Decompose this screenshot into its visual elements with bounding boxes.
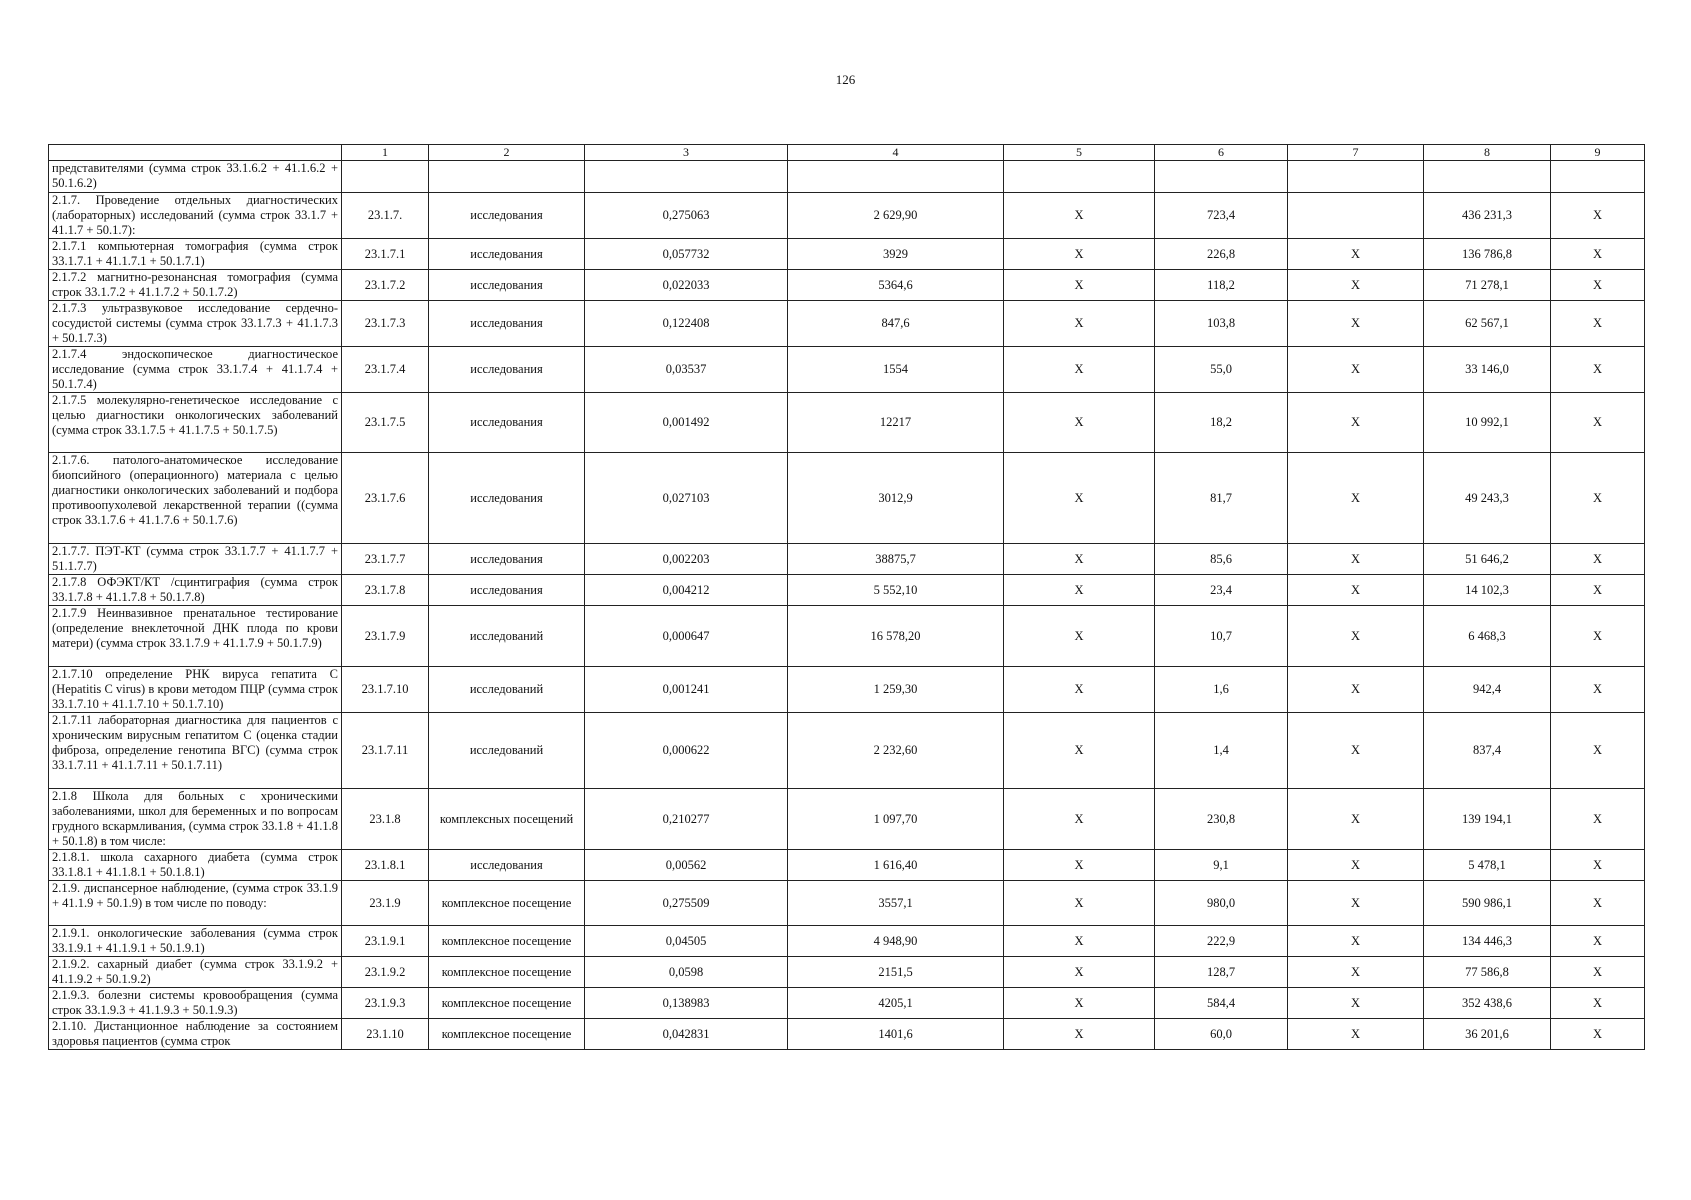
cell-col-7: X xyxy=(1288,667,1424,713)
cell-col-2: исследований xyxy=(429,606,585,667)
cell-col-4: 12217 xyxy=(788,393,1004,453)
cell-col-7 xyxy=(1288,161,1424,193)
cell-col-2: комплексное посещение xyxy=(429,957,585,988)
cell-col-9: X xyxy=(1551,347,1645,393)
cell-col-2: комплексное посещение xyxy=(429,926,585,957)
cell-col-3: 0,000622 xyxy=(585,713,788,789)
cell-col-4 xyxy=(788,161,1004,193)
cell-col-5: X xyxy=(1004,606,1155,667)
row-description: 2.1.7.11 лабораторная диагностика для пациентов с хроническим вирусным гепатитом С (оценка стадии фиброза, определение генотипа ВГС) (сумма строк 33.1.7.11 + 41.1.7.11 + 50.1.7.11) xyxy=(49,713,342,789)
cell-col-2: исследования xyxy=(429,544,585,575)
cell-col-7: X xyxy=(1288,957,1424,988)
cell-col-6: 222,9 xyxy=(1155,926,1288,957)
cell-col-9: X xyxy=(1551,270,1645,301)
cell-col-1: 23.1.8 xyxy=(342,789,429,850)
cell-col-4: 5364,6 xyxy=(788,270,1004,301)
cell-col-4: 1554 xyxy=(788,347,1004,393)
cell-col-7: X xyxy=(1288,575,1424,606)
cell-col-8: 942,4 xyxy=(1424,667,1551,713)
cell-col-5: X xyxy=(1004,881,1155,926)
cell-col-6: 85,6 xyxy=(1155,544,1288,575)
table-row xyxy=(49,544,1645,575)
table-row xyxy=(49,606,1645,667)
cell-col-3: 0,00562 xyxy=(585,850,788,881)
cell-col-7: X xyxy=(1288,926,1424,957)
table-row xyxy=(49,926,1645,957)
cell-col-7: X xyxy=(1288,988,1424,1019)
cell-col-7: X xyxy=(1288,789,1424,850)
cell-col-6: 9,1 xyxy=(1155,850,1288,881)
cell-col-3: 0,03537 xyxy=(585,347,788,393)
cell-col-7 xyxy=(1288,193,1424,239)
column-header: 2 xyxy=(429,145,585,161)
column-header: 9 xyxy=(1551,145,1645,161)
cell-col-8: 51 646,2 xyxy=(1424,544,1551,575)
row-description: 2.1.9.3. болезни системы кровообращения (сумма строк 33.1.9.3 + 41.1.9.3 + 50.1.9.3) xyxy=(49,988,342,1019)
cell-col-6: 18,2 xyxy=(1155,393,1288,453)
cell-col-4: 16 578,20 xyxy=(788,606,1004,667)
cell-col-5: X xyxy=(1004,1019,1155,1050)
cell-col-4: 2 629,90 xyxy=(788,193,1004,239)
table-body xyxy=(49,161,1645,1050)
cell-col-7: X xyxy=(1288,239,1424,270)
cell-col-3: 0,122408 xyxy=(585,301,788,347)
cell-col-6: 55,0 xyxy=(1155,347,1288,393)
cell-col-6: 118,2 xyxy=(1155,270,1288,301)
cell-col-4: 1 259,30 xyxy=(788,667,1004,713)
cell-col-3: 0,057732 xyxy=(585,239,788,270)
data-table xyxy=(48,144,1645,1050)
cell-col-8: 352 438,6 xyxy=(1424,988,1551,1019)
cell-col-4: 1 097,70 xyxy=(788,789,1004,850)
cell-col-2: комплексное посещение xyxy=(429,1019,585,1050)
cell-col-4: 847,6 xyxy=(788,301,1004,347)
cell-col-8: 134 446,3 xyxy=(1424,926,1551,957)
cell-col-8: 49 243,3 xyxy=(1424,453,1551,544)
cell-col-7: X xyxy=(1288,606,1424,667)
row-description: 2.1.7.1 компьютерная томография (сумма строк 33.1.7.1 + 41.1.7.1 + 50.1.7.1) xyxy=(49,239,342,270)
column-number-row xyxy=(49,145,1645,161)
cell-col-1: 23.1.7. xyxy=(342,193,429,239)
cell-col-4: 38875,7 xyxy=(788,544,1004,575)
cell-col-3: 0,275063 xyxy=(585,193,788,239)
row-description: 2.1.7.9 Неинвазивное пренатальное тестирование (определение внеклеточной ДНК плода по крови матери) (сумма строк 33.1.7.9 + 41.1.7.9 + 50.1.7.9) xyxy=(49,606,342,667)
cell-col-2: исследования xyxy=(429,270,585,301)
cell-col-4: 1401,6 xyxy=(788,1019,1004,1050)
row-description: 2.1.7.7. ПЭТ-КТ (сумма строк 33.1.7.7 + 41.1.7.7 + 51.1.7.7) xyxy=(49,544,342,575)
cell-col-8: 436 231,3 xyxy=(1424,193,1551,239)
cell-col-7: X xyxy=(1288,850,1424,881)
cell-col-9: X xyxy=(1551,957,1645,988)
cell-col-1 xyxy=(342,161,429,193)
cell-col-7: X xyxy=(1288,347,1424,393)
cell-col-1: 23.1.7.7 xyxy=(342,544,429,575)
cell-col-2: комплексных посещений xyxy=(429,789,585,850)
cell-col-6: 23,4 xyxy=(1155,575,1288,606)
cell-col-7: X xyxy=(1288,544,1424,575)
cell-col-6: 1,6 xyxy=(1155,667,1288,713)
row-description: 2.1.7.10 определение РНК вируса гепатита С (Hepatitis C virus) в крови методом ПЦР (сумма строк 33.1.7.10 + 41.1.7.10 + 50.1.7.10) xyxy=(49,667,342,713)
cell-col-6 xyxy=(1155,161,1288,193)
row-description: 2.1.9.2. сахарный диабет (сумма строк 33.1.9.2 + 41.1.9.2 + 50.1.9.2) xyxy=(49,957,342,988)
cell-col-5: X xyxy=(1004,713,1155,789)
cell-col-2: исследования xyxy=(429,193,585,239)
cell-col-4: 1 616,40 xyxy=(788,850,1004,881)
cell-col-3: 0,210277 xyxy=(585,789,788,850)
cell-col-9: X xyxy=(1551,239,1645,270)
cell-col-6: 230,8 xyxy=(1155,789,1288,850)
cell-col-5: X xyxy=(1004,347,1155,393)
cell-col-6: 980,0 xyxy=(1155,881,1288,926)
cell-col-9: X xyxy=(1551,1019,1645,1050)
cell-col-6: 226,8 xyxy=(1155,239,1288,270)
cell-col-3: 0,0598 xyxy=(585,957,788,988)
cell-col-8: 5 478,1 xyxy=(1424,850,1551,881)
cell-col-4: 5 552,10 xyxy=(788,575,1004,606)
cell-col-9 xyxy=(1551,161,1645,193)
cell-col-2: исследования xyxy=(429,239,585,270)
cell-col-4: 4205,1 xyxy=(788,988,1004,1019)
cell-col-1: 23.1.9 xyxy=(342,881,429,926)
column-header: 5 xyxy=(1004,145,1155,161)
cell-col-7: X xyxy=(1288,270,1424,301)
column-header: 8 xyxy=(1424,145,1551,161)
cell-col-9: X xyxy=(1551,881,1645,926)
cell-col-3: 0,002203 xyxy=(585,544,788,575)
cell-col-5: X xyxy=(1004,988,1155,1019)
cell-col-8 xyxy=(1424,161,1551,193)
cell-col-4: 3012,9 xyxy=(788,453,1004,544)
row-description: 2.1.7.6. патолого-анатомическое исследование биопсийного (операционного) материала с целью диагностики онкологических заболеваний и подбора противоопухолевой лекарственной терапии ((сумма строк 33.1.7.6 + 41.1.7.6 + 50.1.7.6) xyxy=(49,453,342,544)
table-row xyxy=(49,1019,1645,1050)
cell-col-1: 23.1.7.10 xyxy=(342,667,429,713)
cell-col-7: X xyxy=(1288,393,1424,453)
cell-col-1: 23.1.7.5 xyxy=(342,393,429,453)
table-row xyxy=(49,239,1645,270)
cell-col-8: 590 986,1 xyxy=(1424,881,1551,926)
cell-col-4: 3929 xyxy=(788,239,1004,270)
cell-col-2: исследований xyxy=(429,667,585,713)
table-row xyxy=(49,957,1645,988)
cell-col-7: X xyxy=(1288,1019,1424,1050)
cell-col-9: X xyxy=(1551,193,1645,239)
cell-col-5: X xyxy=(1004,270,1155,301)
cell-col-7: X xyxy=(1288,301,1424,347)
cell-col-3: 0,001241 xyxy=(585,667,788,713)
cell-col-5: X xyxy=(1004,850,1155,881)
cell-col-1: 23.1.7.8 xyxy=(342,575,429,606)
cell-col-1: 23.1.7.3 xyxy=(342,301,429,347)
table-row xyxy=(49,270,1645,301)
cell-col-6: 1,4 xyxy=(1155,713,1288,789)
table-row xyxy=(49,193,1645,239)
row-description: 2.1.8.1. школа сахарного диабета (сумма строк 33.1.8.1 + 41.1.8.1 + 50.1.8.1) xyxy=(49,850,342,881)
cell-col-5: X xyxy=(1004,544,1155,575)
cell-col-3: 0,042831 xyxy=(585,1019,788,1050)
cell-col-3: 0,04505 xyxy=(585,926,788,957)
table-row xyxy=(49,988,1645,1019)
cell-col-3 xyxy=(585,161,788,193)
cell-col-4: 2151,5 xyxy=(788,957,1004,988)
cell-col-6: 584,4 xyxy=(1155,988,1288,1019)
cell-col-5: X xyxy=(1004,453,1155,544)
cell-col-8: 10 992,1 xyxy=(1424,393,1551,453)
cell-col-2 xyxy=(429,161,585,193)
cell-col-7: X xyxy=(1288,713,1424,789)
cell-col-2: комплексное посещение xyxy=(429,988,585,1019)
cell-col-2: исследований xyxy=(429,713,585,789)
row-description: 2.1.7. Проведение отдельных диагностических (лабораторных) исследований (сумма строк 33.1.7 + 41.1.7 + 50.1.7): xyxy=(49,193,342,239)
row-description: 2.1.7.8 ОФЭКТ/КТ /сцинтиграфия (сумма строк 33.1.7.8 + 41.1.7.8 + 50.1.7.8) xyxy=(49,575,342,606)
cell-col-6: 60,0 xyxy=(1155,1019,1288,1050)
cell-col-4: 2 232,60 xyxy=(788,713,1004,789)
cell-col-7: X xyxy=(1288,881,1424,926)
cell-col-8: 77 586,8 xyxy=(1424,957,1551,988)
cell-col-5: X xyxy=(1004,926,1155,957)
cell-col-5: X xyxy=(1004,575,1155,606)
cell-col-9: X xyxy=(1551,301,1645,347)
cell-col-2: исследования xyxy=(429,347,585,393)
row-description: 2.1.7.5 молекулярно-генетическое исследование с целью диагностики онкологических заболеваний (сумма строк 33.1.7.5 + 41.1.7.5 + 50.1.7.5) xyxy=(49,393,342,453)
column-header: 4 xyxy=(788,145,1004,161)
row-description: 2.1.8 Школа для больных с хроническими заболеваниями, школ для беременных и по вопросам грудного вскармливания, (сумма строк 33.1.8 + 41.1.8 + 50.1.8) в том числе: xyxy=(49,789,342,850)
cell-col-1: 23.1.7.6 xyxy=(342,453,429,544)
cell-col-3: 0,000647 xyxy=(585,606,788,667)
table-row xyxy=(49,347,1645,393)
row-description: 2.1.10. Дистанционное наблюдение за состоянием здоровья пациентов (сумма строк xyxy=(49,1019,342,1050)
column-header: 7 xyxy=(1288,145,1424,161)
cell-col-3: 0,001492 xyxy=(585,393,788,453)
table-row xyxy=(49,667,1645,713)
cell-col-9: X xyxy=(1551,393,1645,453)
cell-col-3: 0,004212 xyxy=(585,575,788,606)
cell-col-3: 0,138983 xyxy=(585,988,788,1019)
cell-col-5: X xyxy=(1004,239,1155,270)
cell-col-9: X xyxy=(1551,575,1645,606)
cell-col-9: X xyxy=(1551,544,1645,575)
cell-col-8: 14 102,3 xyxy=(1424,575,1551,606)
cell-col-6: 103,8 xyxy=(1155,301,1288,347)
row-description: 2.1.9. диспансерное наблюдение, (сумма строк 33.1.9 + 41.1.9 + 50.1.9) в том числе по поводу: xyxy=(49,881,342,926)
cell-col-2: исследования xyxy=(429,301,585,347)
cell-col-9: X xyxy=(1551,606,1645,667)
cell-col-9: X xyxy=(1551,713,1645,789)
cell-col-2: исследования xyxy=(429,850,585,881)
cell-col-6: 81,7 xyxy=(1155,453,1288,544)
table-row xyxy=(49,393,1645,453)
cell-col-8: 71 278,1 xyxy=(1424,270,1551,301)
cell-col-2: комплексное посещение xyxy=(429,881,585,926)
row-description: 2.1.7.2 магнитно-резонансная томография (сумма строк 33.1.7.2 + 41.1.7.2 + 50.1.7.2) xyxy=(49,270,342,301)
cell-col-9: X xyxy=(1551,926,1645,957)
cell-col-8: 6 468,3 xyxy=(1424,606,1551,667)
cell-col-1: 23.1.8.1 xyxy=(342,850,429,881)
cell-col-8: 136 786,8 xyxy=(1424,239,1551,270)
cell-col-9: X xyxy=(1551,850,1645,881)
cell-col-5: X xyxy=(1004,667,1155,713)
column-header: 1 xyxy=(342,145,429,161)
cell-col-9: X xyxy=(1551,667,1645,713)
column-header xyxy=(49,145,342,161)
cell-col-5: X xyxy=(1004,789,1155,850)
table-row xyxy=(49,575,1645,606)
cell-col-5 xyxy=(1004,161,1155,193)
cell-col-3: 0,275509 xyxy=(585,881,788,926)
row-description: 2.1.7.4 эндоскопическое диагностическое исследование (сумма строк 33.1.7.4 + 41.1.7.4 + 50.1.7.4) xyxy=(49,347,342,393)
cell-col-1: 23.1.7.9 xyxy=(342,606,429,667)
cell-col-3: 0,022033 xyxy=(585,270,788,301)
cell-col-1: 23.1.7.2 xyxy=(342,270,429,301)
cell-col-9: X xyxy=(1551,453,1645,544)
row-description: представителями (сумма строк 33.1.6.2 + 41.1.6.2 + 50.1.6.2) xyxy=(49,161,342,193)
cell-col-9: X xyxy=(1551,988,1645,1019)
cell-col-7: X xyxy=(1288,453,1424,544)
cell-col-4: 4 948,90 xyxy=(788,926,1004,957)
cell-col-6: 723,4 xyxy=(1155,193,1288,239)
table-row xyxy=(49,881,1645,926)
table-row xyxy=(49,850,1645,881)
cell-col-5: X xyxy=(1004,301,1155,347)
cell-col-8: 837,4 xyxy=(1424,713,1551,789)
cell-col-8: 36 201,6 xyxy=(1424,1019,1551,1050)
cell-col-3: 0,027103 xyxy=(585,453,788,544)
table-row xyxy=(49,453,1645,544)
cell-col-1: 23.1.9.1 xyxy=(342,926,429,957)
cell-col-6: 10,7 xyxy=(1155,606,1288,667)
cell-col-5: X xyxy=(1004,393,1155,453)
table-row xyxy=(49,161,1645,193)
cell-col-6: 128,7 xyxy=(1155,957,1288,988)
cell-col-1: 23.1.7.11 xyxy=(342,713,429,789)
cell-col-9: X xyxy=(1551,789,1645,850)
cell-col-2: исследования xyxy=(429,453,585,544)
cell-col-2: исследования xyxy=(429,575,585,606)
cell-col-8: 139 194,1 xyxy=(1424,789,1551,850)
table-row xyxy=(49,789,1645,850)
row-description: 2.1.9.1. онкологические заболевания (сумма строк 33.1.9.1 + 41.1.9.1 + 50.1.9.1) xyxy=(49,926,342,957)
cell-col-1: 23.1.9.3 xyxy=(342,988,429,1019)
cell-col-8: 62 567,1 xyxy=(1424,301,1551,347)
cell-col-5: X xyxy=(1004,957,1155,988)
column-header: 6 xyxy=(1155,145,1288,161)
cell-col-1: 23.1.10 xyxy=(342,1019,429,1050)
cell-col-1: 23.1.7.1 xyxy=(342,239,429,270)
column-header: 3 xyxy=(585,145,788,161)
table-row xyxy=(49,301,1645,347)
table-row xyxy=(49,713,1645,789)
cell-col-4: 3557,1 xyxy=(788,881,1004,926)
row-description: 2.1.7.3 ультразвуковое исследование сердечно-сосудистой системы (сумма строк 33.1.7.3 + 41.1.7.3 + 50.1.7.3) xyxy=(49,301,342,347)
cell-col-8: 33 146,0 xyxy=(1424,347,1551,393)
cell-col-1: 23.1.7.4 xyxy=(342,347,429,393)
cell-col-5: X xyxy=(1004,193,1155,239)
cell-col-2: исследования xyxy=(429,393,585,453)
page-number: 126 xyxy=(835,72,856,87)
cell-col-1: 23.1.9.2 xyxy=(342,957,429,988)
